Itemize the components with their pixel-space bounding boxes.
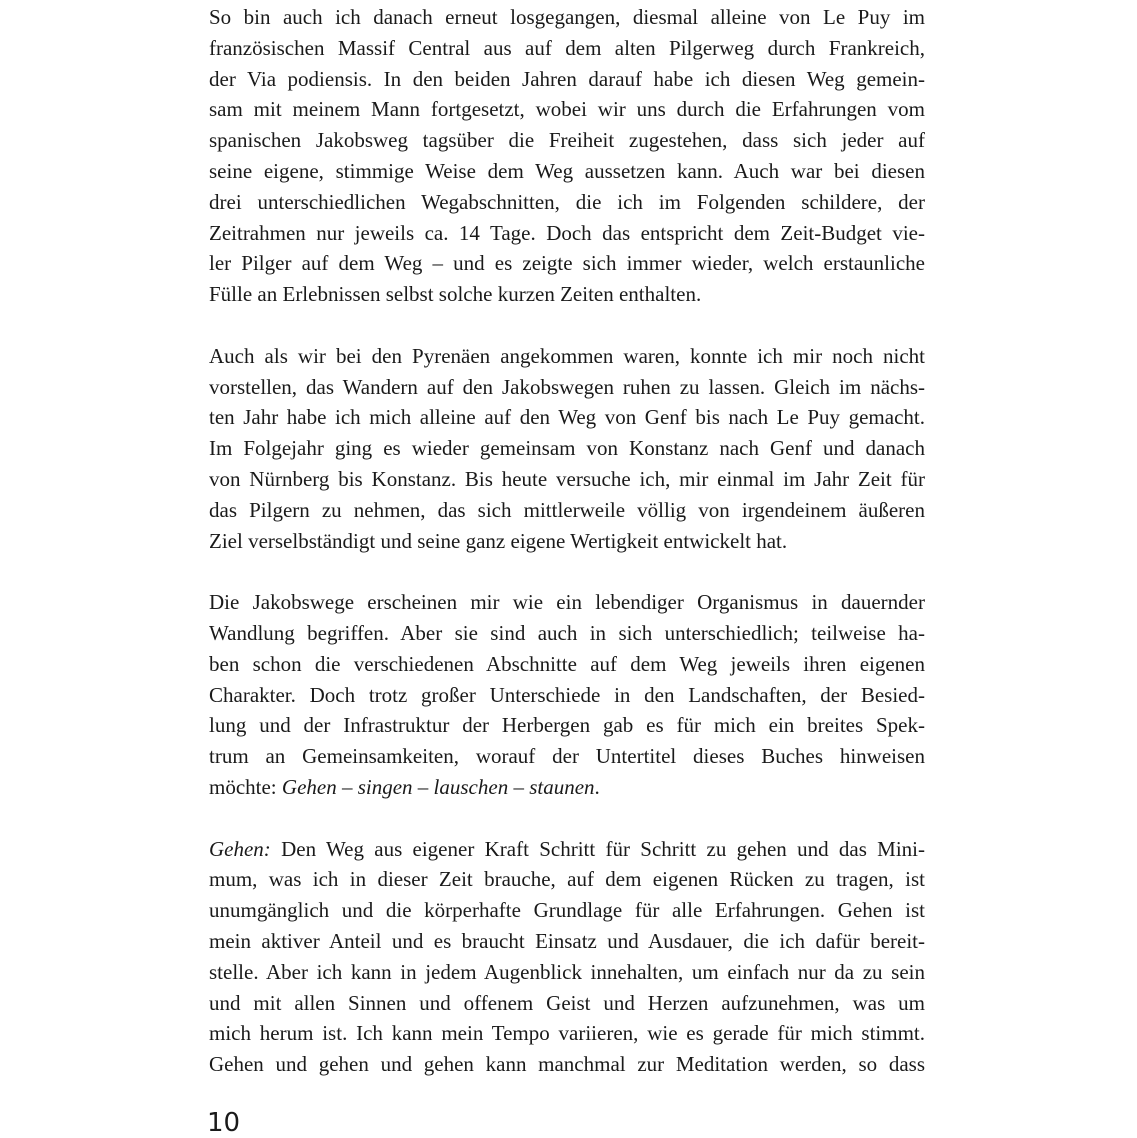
paragraph bbox=[209, 834, 925, 1080]
text-run: französischen Massif Central aus auf dem alten Pilgerweg durch Frankreich, bbox=[209, 35, 925, 60]
text-line bbox=[209, 33, 925, 64]
paragraph bbox=[209, 587, 925, 803]
text-line bbox=[209, 187, 925, 218]
text-line bbox=[209, 156, 925, 187]
text-line bbox=[209, 957, 925, 988]
text-line bbox=[209, 526, 925, 557]
text-line bbox=[209, 741, 925, 772]
text-run: stelle. Aber ich kann in jedem Augenblick innehalten, um einfach nur da zu sein bbox=[209, 959, 925, 984]
text-run: Auch als wir bei den Pyrenäen angekommen waren, konnte ich mir noch nicht bbox=[209, 343, 925, 368]
text-line bbox=[209, 341, 925, 372]
text-line bbox=[209, 926, 925, 957]
text-line bbox=[209, 864, 925, 895]
text-run: Im Folgejahr ging es wieder gemeinsam von Konstanz nach Genf und danach bbox=[209, 436, 925, 461]
text-run: Gehen und gehen und gehen kann manchmal zur Meditation werden, so dass bbox=[209, 1052, 925, 1077]
text-line bbox=[209, 587, 925, 618]
text-line bbox=[209, 372, 925, 403]
text-run: spanischen Jakobsweg tagsüber die Freiheit zugestehen, dass sich jeder auf bbox=[209, 128, 925, 153]
text-run: mum, was ich in dieser Zeit brauche, auf dem eigenen Rücken zu tragen, ist bbox=[209, 867, 925, 892]
text-run: So bin auch ich danach erneut losgegangen, diesmal alleine von Le Puy im bbox=[209, 5, 925, 29]
text-run: Fülle an Erlebnissen selbst solche kurzen Zeiten enthalten. bbox=[209, 282, 702, 307]
text-line bbox=[209, 2, 925, 33]
text-run: das Pilgern zu nehmen, das sich mittlerweile völlig von irgendeinem äußeren bbox=[209, 497, 925, 522]
text-run: sam mit meinem Mann fortgesetzt, wobei wir uns durch die Erfahrungen vom bbox=[209, 97, 925, 122]
italic-text: Gehen – singen – lauschen – staunen bbox=[281, 774, 595, 799]
text-line bbox=[209, 125, 925, 156]
text-run: ler Pilger auf dem Weg – und es zeigte sich immer wieder, welch erstaunliche bbox=[209, 251, 925, 276]
text-run: trum an Gemeinsamkeiten, worauf der Untertitel dieses Buches hinweisen bbox=[209, 744, 925, 769]
text-run: von Nürnberg bis Konstanz. Bis heute versuche ich, mir einmal im Jahr Zeit für bbox=[209, 466, 925, 491]
text-run: Ziel verselbständigt und seine ganz eigene Wertigkeit entwickelt hat. bbox=[209, 528, 788, 553]
text-run: seine eigene, stimmige Weise dem Weg aussetzen kann. Auch war bei diesen bbox=[209, 158, 925, 183]
page-number: 10 bbox=[207, 1108, 241, 1138]
text-line bbox=[209, 1049, 925, 1080]
text-line bbox=[209, 710, 925, 741]
paragraph bbox=[209, 341, 925, 557]
text-run: mein aktiver Anteil und es braucht Einsatz und Ausdauer, die ich dafür bereit- bbox=[209, 928, 925, 953]
text-line bbox=[209, 680, 925, 711]
text-line bbox=[209, 618, 925, 649]
text-line bbox=[209, 218, 925, 249]
text-run: ten Jahr habe ich mich alleine auf den Weg von Genf bis nach Le Puy gemacht. bbox=[209, 405, 925, 430]
text-line bbox=[209, 64, 925, 95]
text-line bbox=[209, 433, 925, 464]
text-line bbox=[209, 988, 925, 1019]
text-run: Den Weg aus eigener Kraft Schritt für Schritt zu gehen und das Mini- bbox=[270, 836, 925, 861]
text-run: der Via podiensis. In den beiden Jahren darauf habe ich diesen Weg gemein- bbox=[209, 66, 925, 91]
text-line bbox=[209, 279, 925, 310]
text-line bbox=[209, 834, 925, 865]
text-run: lung und der Infrastruktur der Herbergen gab es für mich ein breites Spek- bbox=[209, 713, 925, 738]
text-run: Die Jakobswege erscheinen mir wie ein lebendiger Organismus in dauernder bbox=[209, 590, 925, 615]
text-run: Zeitrahmen nur jeweils ca. 14 Tage. Doch das entspricht dem Zeit-Budget vie- bbox=[209, 220, 925, 245]
text-line bbox=[209, 772, 925, 803]
text-line bbox=[209, 1018, 925, 1049]
text-run: unumgänglich und die körperhafte Grundlage für alle Erfahrungen. Gehen ist bbox=[209, 898, 925, 923]
text-run: möchte: bbox=[209, 774, 282, 799]
paragraph bbox=[209, 2, 925, 310]
text-line bbox=[209, 464, 925, 495]
text-run: . bbox=[594, 774, 600, 799]
text-line bbox=[209, 402, 925, 433]
text-line bbox=[209, 895, 925, 926]
text-run: ben schon die verschiedenen Abschnitte auf dem Weg jeweils ihren eigenen bbox=[209, 651, 925, 676]
text-run: und mit allen Sinnen und offenem Geist und Herzen aufzunehmen, was um bbox=[209, 990, 925, 1015]
text-run: Charakter. Doch trotz großer Unterschiede in den Landschaften, der Besied- bbox=[209, 682, 925, 707]
text-line bbox=[209, 94, 925, 125]
text-line bbox=[209, 248, 925, 279]
text-run: drei unterschiedlichen Wegabschnitten, die ich im Folgenden schildere, der bbox=[209, 189, 925, 214]
text-run: vorstellen, das Wandern auf den Jakobswegen ruhen zu lassen. Gleich im nächs- bbox=[209, 374, 925, 399]
text-run: mich herum ist. Ich kann mein Tempo variieren, wie es gerade für mich stimmt. bbox=[209, 1021, 925, 1046]
text-run: Wandlung begriffen. Aber sie sind auch in sich unterschiedlich; teilweise ha- bbox=[209, 620, 925, 645]
text-line bbox=[209, 495, 925, 526]
italic-text: Gehen: bbox=[209, 836, 271, 861]
body-text bbox=[209, 2, 925, 1080]
text-line bbox=[209, 649, 925, 680]
